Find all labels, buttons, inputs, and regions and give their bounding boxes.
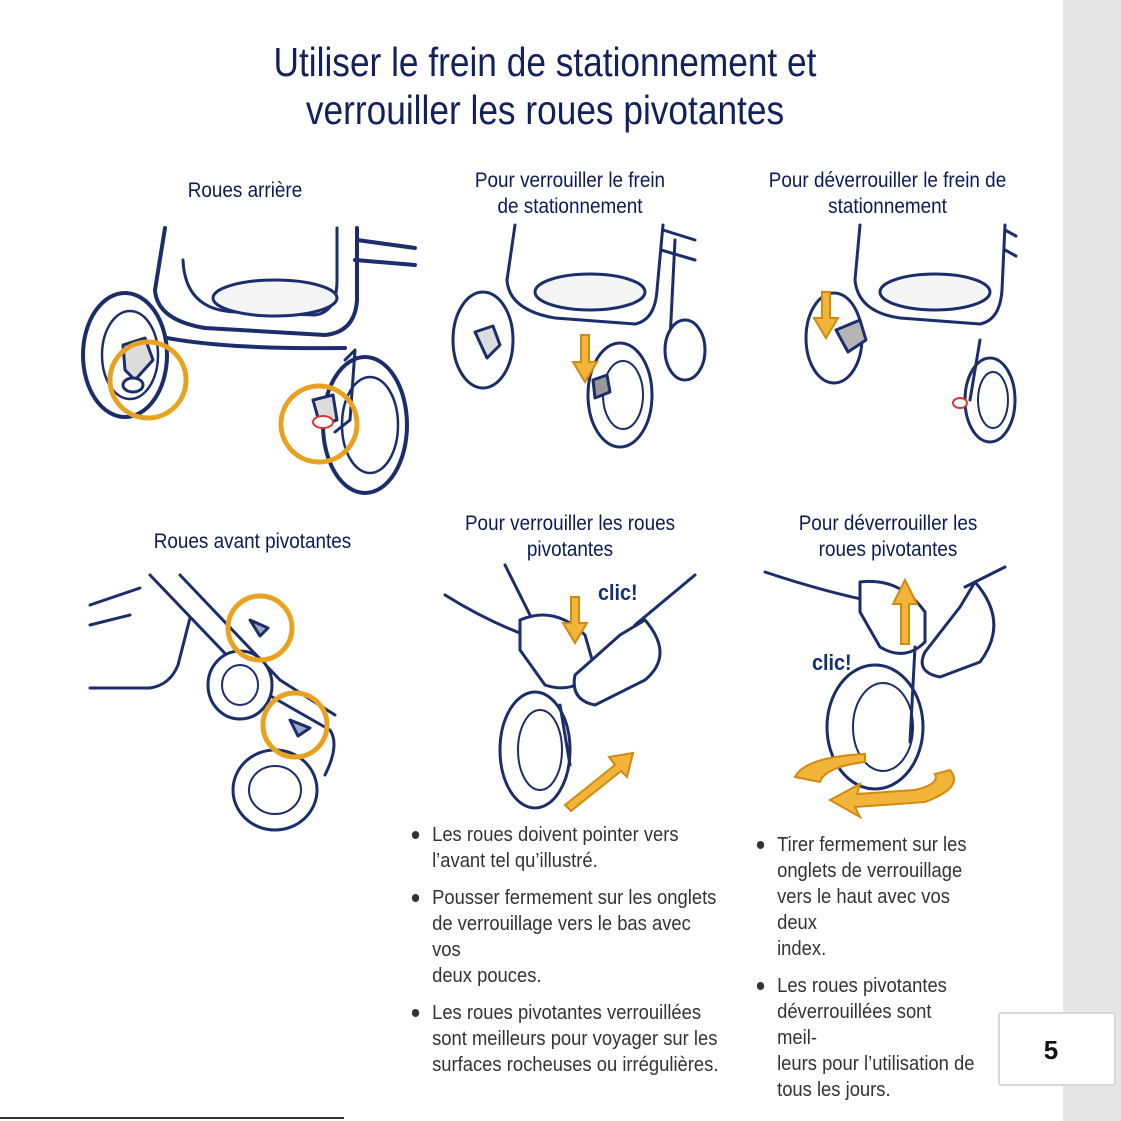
unlock-bullet-1: Tirer fermement sur les onglets de verrouillage vers le haut avec vos deux index.	[755, 832, 976, 962]
footer-rule	[0, 1117, 344, 1119]
header-lock-brake: Pour verrouiller le frein de stationnement	[474, 169, 666, 218]
unlock-brake-illustration	[800, 220, 1020, 445]
lock-instructions-list	[410, 822, 750, 1089]
lock-bullet-2: Pousser fermement sur les onglets de verrouillage vers le bas avec vos deux pouces.	[410, 885, 723, 989]
header-lock-swivel: Pour verrouiller les roues pivotantes	[464, 512, 676, 561]
clic-label-lock: clic!	[598, 580, 638, 605]
front-wheels-illustration	[90, 570, 360, 830]
page-number: 5	[1043, 1035, 1059, 1065]
lock-brake-illustration	[445, 220, 700, 450]
page-title: Utiliser le frein de stationnement et verrouiller les roues pivotantes	[273, 39, 817, 133]
header-unlock-swivel: Pour déverrouiller les roues pivotantes	[798, 512, 978, 561]
lock-bullet-1: Les roues doivent pointer vers l’avant tel qu’illustré.	[410, 822, 723, 874]
header-rear-wheels: Roues arrière	[187, 179, 303, 202]
lock-bullet-3: Les roues pivotantes verrouillées sont meilleurs pour voyager sur les surfaces rocheuses ou irrégulières.	[410, 1000, 723, 1078]
unlock-swivel-illustration	[765, 562, 1040, 820]
clic-label-unlock: clic!	[812, 650, 852, 675]
header-front-wheels: Roues avant pivotantes	[153, 530, 352, 553]
unlock-instructions-list	[755, 832, 995, 1114]
header-unlock-brake: Pour déverrouiller le frein de stationnement	[768, 169, 1007, 218]
unlock-bullet-2: Les roues pivotantes déverrouillées sont meil- leurs pour l’utilisation de tous les jours.	[755, 973, 976, 1103]
lock-swivel-illustration	[445, 565, 705, 810]
rear-wheels-illustration	[75, 220, 420, 500]
page-sidebar	[1063, 0, 1121, 1121]
